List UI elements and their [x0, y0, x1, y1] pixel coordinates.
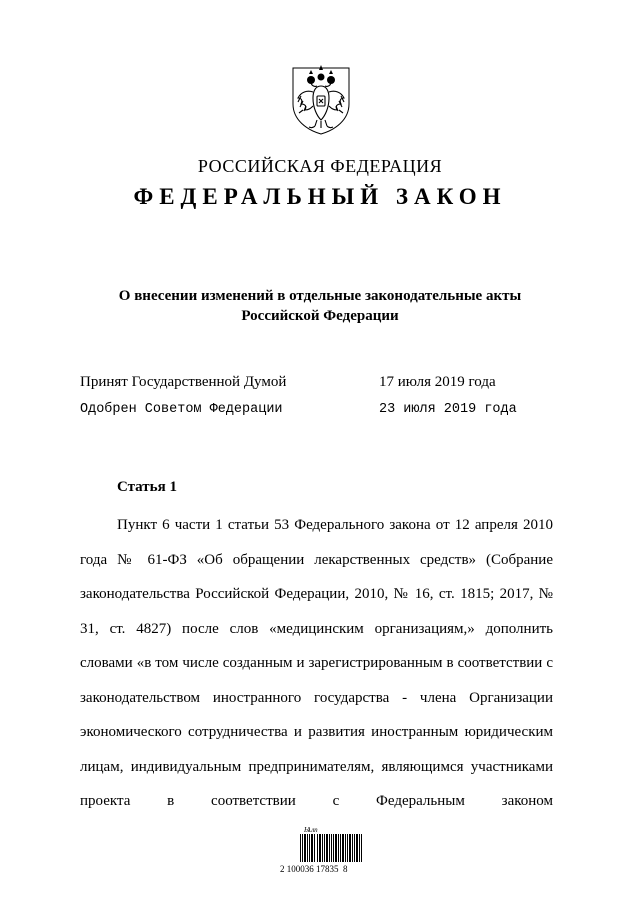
council-approval-label: Одобрен Советом Федерации — [80, 402, 283, 417]
law-type-heading: ФЕДЕРАЛЬНЫЙ ЗАКОН — [133, 184, 507, 209]
article-heading: Статья 1 — [117, 479, 177, 495]
adoption-dates — [80, 374, 560, 430]
duma-adoption-label: Принят Государственной Думой — [80, 374, 287, 390]
coat-of-arms-icon — [289, 64, 353, 136]
country-name: РОССИЙСКАЯ ФЕДЕРАЦИЯ — [197, 156, 443, 176]
barcode-bars-icon — [300, 834, 362, 862]
council-approval-date: 23 июля 2019 года — [379, 402, 517, 417]
barcode-number: 2 100036 17835 8 — [280, 864, 348, 874]
barcode-mark: Ѩлп — [304, 826, 318, 834]
law-title: О внесении изменений в отдельные законодательные акты Российской Федерации — [118, 288, 522, 324]
barcode — [280, 826, 370, 878]
duma-adoption-date: 17 июля 2019 года — [379, 374, 496, 390]
council-approval-row — [80, 402, 560, 430]
duma-adoption-row — [80, 374, 560, 402]
article-body-text: Пункт 6 части 1 статьи 53 Федерального закона от 12 апреля 2010 года № 61-ФЗ «Об обращении лекарственных средств» (Собрание законодательства Российской Федерации, 2010, № 16, ст. 1815; 2017, № 31, ст. 4827) после слов «медицинским организациям,» дополнить словами «в том числе созданным и зарегистрированным в соответствии с законодательством иностранного государства - члена Организации экономического сотрудничества и развития иностранным юридическим лицам, индивидуальным предпринимателям, являющимся участниками проекта в соответствии с Федеральным законом — [80, 517, 553, 809]
